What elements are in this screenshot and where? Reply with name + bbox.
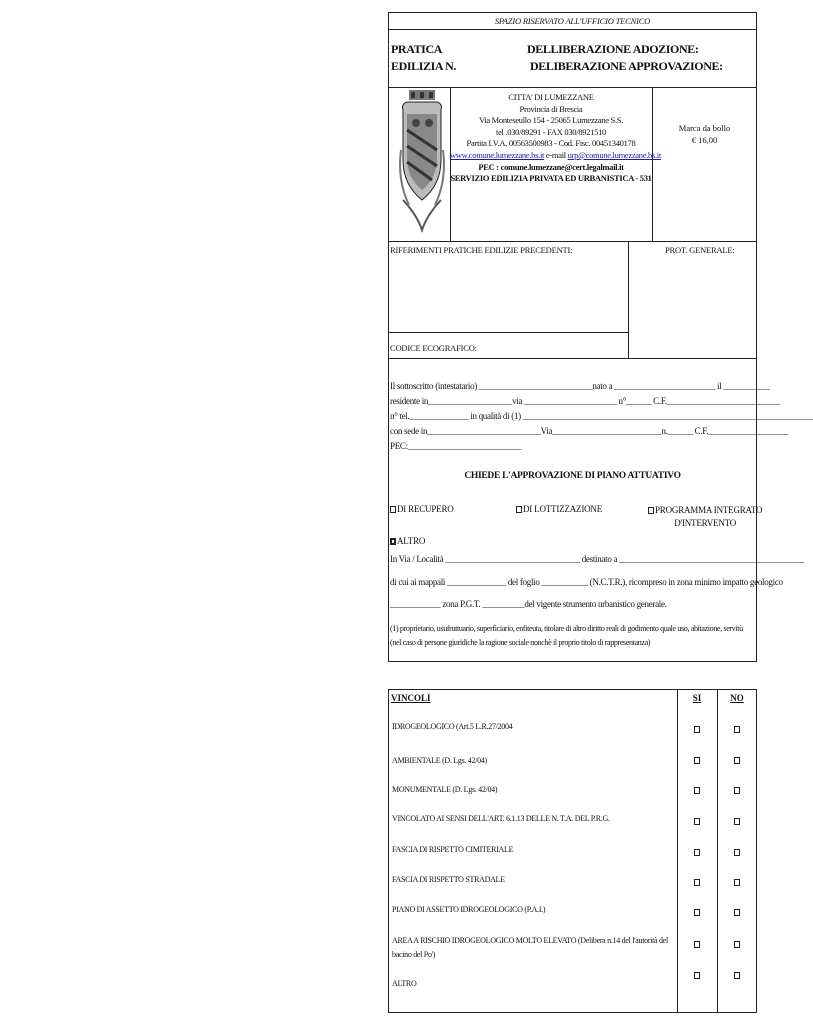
request-title: CHIEDE L'APPROVAZIONE DI PIANO ATTUATIVO bbox=[464, 471, 681, 481]
delib-label: DELLIBERAZIONE ADOZIONE: DELIBERAZIONE APPROVAZIONE: bbox=[527, 42, 723, 73]
vincolo-label: AMBIENTALE (D. Lgs. 42/04) bbox=[392, 756, 487, 765]
email-link[interactable]: urp@comune.lumezzane.bs.it bbox=[567, 149, 661, 160]
divider bbox=[388, 87, 757, 88]
footnote: (1) proprietario, usufruttuario, superficiario, enfiteuta, titolare di altro diritto reali di godimento quale uso, abitazione, servitù (nel caso di persone giuridiche la ragione sociale nonchè il proprio titolo di rappresentanza) bbox=[390, 624, 743, 647]
applicant-line[interactable]: Il sottoscritto (intestatario) ___________________________nato a ________________________ il ___________ bbox=[390, 381, 770, 391]
option-lottizzazione[interactable]: DI LOTTIZZAZIONE bbox=[516, 504, 602, 514]
no-checkbox[interactable] bbox=[734, 972, 740, 979]
si-checkbox[interactable] bbox=[694, 879, 700, 886]
si-checkbox[interactable] bbox=[694, 909, 700, 916]
no-checkbox[interactable] bbox=[734, 818, 740, 825]
website-link[interactable]: www.comune.lumezzane.bs.it bbox=[450, 149, 545, 160]
no-checkbox[interactable] bbox=[734, 726, 740, 733]
no-checkbox[interactable] bbox=[734, 909, 740, 916]
no-checkbox[interactable] bbox=[734, 849, 740, 856]
revenue-stamp-label: Marca da bollo € 16,00 bbox=[678, 123, 731, 145]
city-crest-icon bbox=[397, 90, 447, 238]
vincolo-label: FASCIA DI RISPETTO CIMITERIALE bbox=[392, 845, 514, 854]
vincolo-label: FASCIA DI RISPETTO STRADALE bbox=[392, 875, 505, 884]
eco-code-label: CODICE ECOGRAFICO: bbox=[390, 343, 477, 353]
no-checkbox[interactable] bbox=[734, 757, 740, 764]
option-altro[interactable]: ALTRO bbox=[390, 536, 425, 546]
applicant-line[interactable]: residente in____________________via ______________________ n°______ C.F.___________________________ bbox=[390, 396, 781, 406]
si-checkbox[interactable] bbox=[694, 787, 700, 794]
divider bbox=[388, 241, 757, 242]
si-checkbox[interactable] bbox=[694, 757, 700, 764]
vincolo-label: AREA A RISCHIO IDROGEOLOGICO MOLTO ELEVATO (Delibera n.14 del l'autorità del bacino del Po') bbox=[392, 936, 668, 959]
applicant-line[interactable]: n° tel.______________ in qualità di (1) _____________________________________________________________________ bbox=[390, 411, 813, 421]
no-header: NO bbox=[730, 693, 744, 703]
pratica-label: PRATICA EDILIZIA N. bbox=[391, 42, 456, 73]
vincoli-header: VINCOLI bbox=[391, 693, 431, 703]
previous-references-label: RIFERIMENTI PRATICHE EDILIZIE PRECEDENTI: bbox=[390, 245, 573, 255]
si-header: SI bbox=[692, 693, 702, 703]
checkbox[interactable] bbox=[390, 506, 396, 513]
divider bbox=[388, 29, 757, 30]
vincolo-label: MONUMENTALE (D. Lgs. 42/04) bbox=[392, 785, 498, 794]
divider bbox=[717, 689, 718, 1013]
via-line[interactable]: In Via / Località ________________________________ destinato a ____________________________________________ bbox=[390, 554, 804, 564]
office-info: CITTA' DI LUMEZZANE Provincia di Brescia Via Monteseullo 154 - 25065 Lumezzane S.S. tel .030/89291 - FAX 030/8921510 Partita I.V.A. 00563500983 - Cod. Fisc. 00451340178 www.comune.lumezzane.bs.it e-mail urp@comune.lumezzane.bs.it PEC : comune.lumezzane@cert.legalmail.it SERVIZIO EDILIZIA PRIVATA ED URBANISTICA - 531 bbox=[450, 92, 661, 184]
reserved-label: SPAZIO RISERVATO ALL'UFFICIO TECNICO bbox=[494, 16, 651, 26]
protocol-label: PROT. GENERALE: bbox=[665, 245, 735, 255]
applicant-line[interactable]: PEC:___________________________ bbox=[390, 441, 522, 451]
divider bbox=[388, 358, 757, 359]
si-checkbox[interactable] bbox=[694, 941, 700, 948]
si-checkbox[interactable] bbox=[694, 818, 700, 825]
no-checkbox[interactable] bbox=[734, 879, 740, 886]
si-checkbox[interactable] bbox=[694, 726, 700, 733]
divider bbox=[677, 689, 678, 1013]
vincolo-label: ALTRO bbox=[392, 979, 417, 988]
divider bbox=[388, 332, 629, 333]
divider bbox=[652, 87, 653, 241]
vincolo-label: VINCOLATO AI SENSI DELL'ART. 6.1.13 DELLE N. T.A. DEL P.R.G. bbox=[392, 814, 610, 823]
si-checkbox[interactable] bbox=[694, 849, 700, 856]
option-programma[interactable]: PROGRAMMA INTEGRATO D'INTERVENTO bbox=[648, 504, 762, 530]
checkbox[interactable] bbox=[516, 506, 522, 513]
vincolo-label: IDROGEOLOGICO (Art.5 L.R.27/2004 bbox=[392, 722, 513, 731]
checkbox[interactable] bbox=[648, 507, 654, 514]
divider bbox=[628, 241, 629, 358]
zona-line[interactable]: ____________ zona P.G.T. __________del vigente strumento urbanistico generale. bbox=[390, 599, 667, 609]
mappali-line[interactable]: di cui ai mappali ______________ del foglio ___________ (N.C.T.R.), ricompreso in zona minimo impatto geologico bbox=[390, 577, 783, 587]
checkbox[interactable] bbox=[390, 538, 396, 545]
option-recupero[interactable]: DI RECUPERO bbox=[390, 504, 454, 514]
vincolo-label: PIANO DI ASSETTO IDROGEOLOGICO (P.A.I.) bbox=[392, 905, 546, 914]
applicant-line[interactable]: con sede in___________________________Via__________________________n.______ C.F.___________________ bbox=[390, 426, 789, 436]
si-checkbox[interactable] bbox=[694, 972, 700, 979]
no-checkbox[interactable] bbox=[734, 787, 740, 794]
no-checkbox[interactable] bbox=[734, 941, 740, 948]
